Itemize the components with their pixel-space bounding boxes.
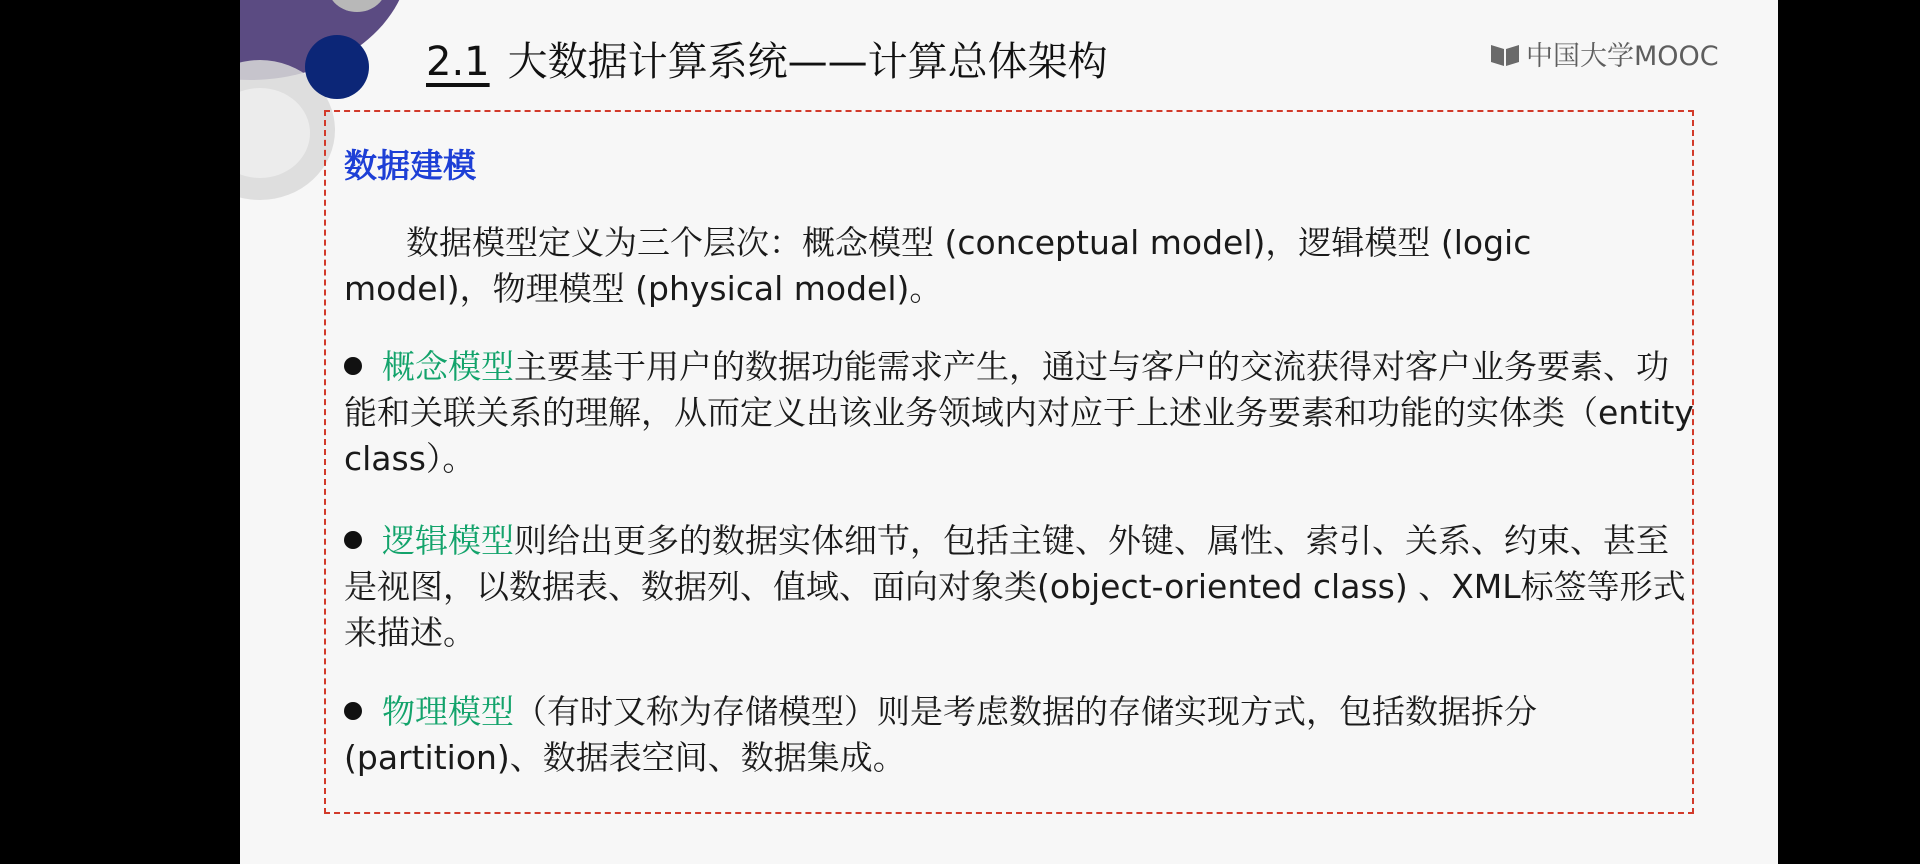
bullet-physical-model: [344, 689, 1694, 781]
content-box: [324, 110, 1694, 814]
bullet-logic-model: [344, 518, 1694, 656]
intro-paragraph: 数据模型定义为三个层次：概念模型 (conceptual model)，逻辑模型 (logic model)，物理模型 (physical model)。: [344, 223, 1532, 308]
section-heading: 数据建模: [344, 146, 476, 185]
title-text: 大数据计算系统——计算总体架构: [507, 39, 1108, 85]
decorative-circle-navy: [305, 35, 369, 99]
mooc-logo: [1490, 34, 1719, 73]
slide-title: [426, 30, 1108, 87]
book-icon: [1490, 41, 1520, 67]
title-number: 2.1: [426, 39, 490, 85]
bullet-term: 概念模型: [382, 347, 514, 386]
bullet-dot: [344, 531, 362, 549]
bullet-text: 主要基于用户的数据功能需求产生，通过与客户的交流获得对客户业务要素、功能和关联关系的理解，从而定义出该业务领域内对应于上述业务要素和功能的实体类（entity class）。: [344, 347, 1694, 478]
bullet-term: 物理模型: [382, 692, 514, 731]
bullet-dot: [344, 357, 362, 375]
bullet-dot: [344, 702, 362, 720]
slide: [240, 0, 1778, 864]
bullet-text: 则给出更多的数据实体细节，包括主键、外键、属性、索引、关系、约束、甚至是视图，以数据表、数据列、值域、面向对象类(object-oriented class) 、XML标签等形式来描述。: [344, 521, 1686, 652]
bullet-conceptual-model: [344, 344, 1694, 482]
bullet-text: （有时又称为存储模型）则是考虑数据的存储实现方式，包括数据拆分(partition)、数据表空间、数据集成。: [344, 692, 1537, 777]
bullet-term: 逻辑模型: [382, 521, 514, 560]
logo-text: 中国大学MOOC: [1526, 41, 1719, 72]
